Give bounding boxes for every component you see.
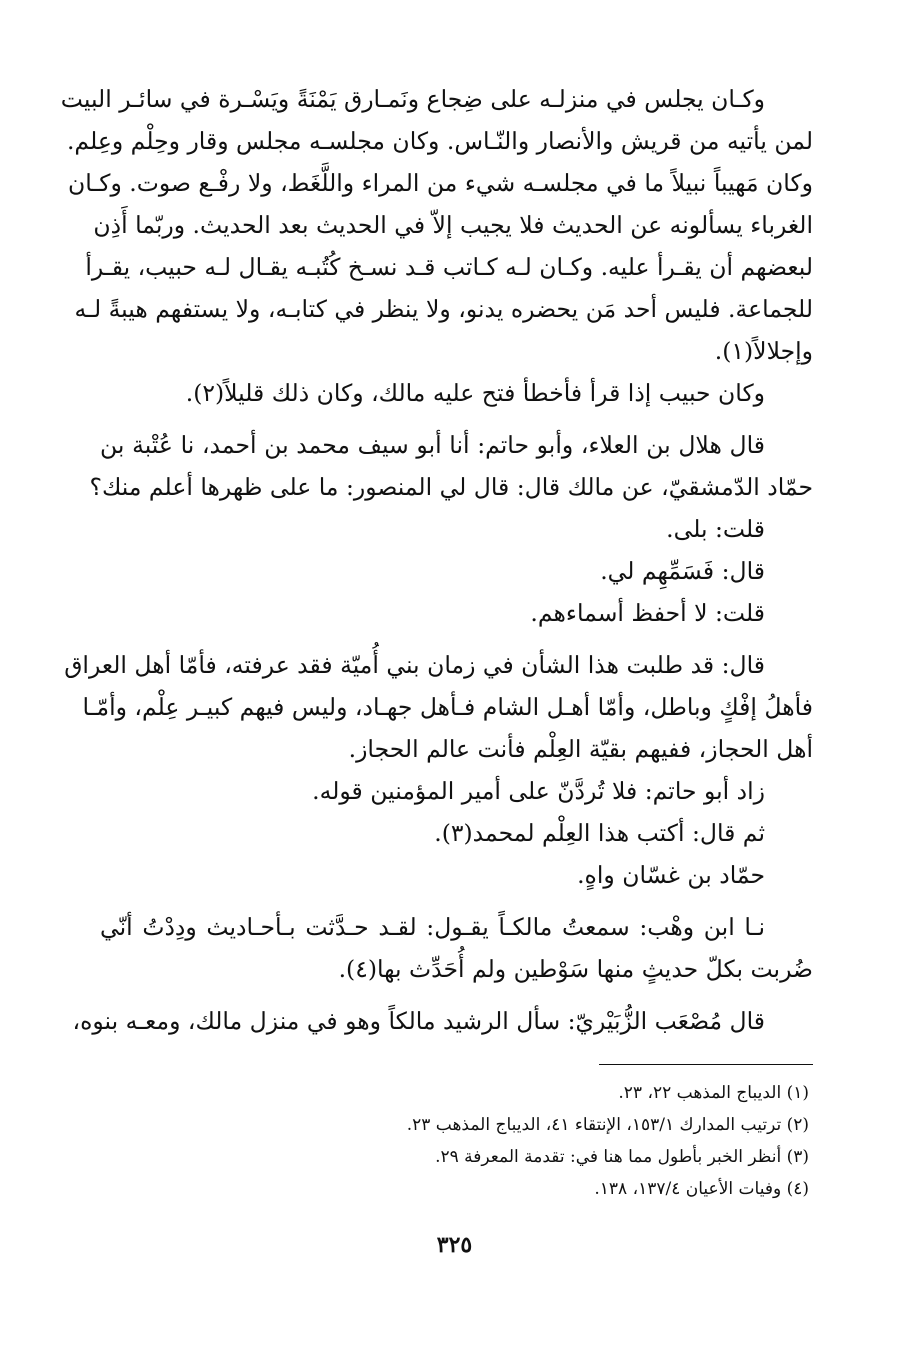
text-line: أهل الحجاز، ففيهم بقيّة العِلْم فأنت عالم الحجاز. (348, 735, 813, 763)
paragraph (100, 592, 813, 634)
text-line: حمّاد الدّمشقيّ، عن مالك قال: قال لي المنصور: ما على ظهرها أعلم منك؟ (89, 473, 813, 501)
paragraph (100, 770, 813, 812)
text-line: قال: فَسَمِّهِم لي. (600, 557, 765, 585)
text-line: الغرباء يسألونه عن الحديث فلا يجيب إلاّ في الحديث بعد الحديث. وربّما أَذِن (93, 211, 813, 239)
paragraph (100, 508, 813, 550)
paragraph (100, 906, 813, 990)
footnote: (٢) ترتيب المدارك ١٥٣/١، الإنتقاء ٤١، الديباج المذهب ٢٣. (406, 1115, 809, 1135)
text-line: قال: قد طلبت هذا الشأن في زمان بني أُميّة فقد عرفته، فأمّا أهل العراق (64, 651, 765, 679)
paragraph (100, 812, 813, 854)
footnote: (٣) أنظر الخبر بأطول مما هنا في: تقدمة المعرفة ٢٩. (435, 1147, 809, 1167)
text-line: قلت: بلى. (666, 515, 765, 543)
paragraph (100, 372, 813, 414)
text-line: للجماعة. فليس أحد مَن يحضره يدنو، ولا ينظر في كتابـه، ولا يستفهم هيبةً لـه (74, 295, 813, 323)
footnote: (١) الديباج المذهب ٢٢، ٢٣. (618, 1083, 809, 1103)
text-line: ضُربت بكلّ حديثٍ منها سَوْطين ولم أُحَدِّث بها(٤). (338, 955, 813, 983)
body-text (60, 78, 813, 1042)
text-line: وإجلالاً(١). (714, 337, 813, 365)
text-line: قلت: لا أحفظ أسماءهم. (530, 599, 765, 627)
text-line: وكان مَهيباً نبيلاً ما في مجلسـه شيء من المراء واللَّغَط، ولا رفْـع صوت. وكـان (67, 169, 813, 197)
paragraph (72, 1000, 813, 1042)
paragraph (60, 78, 813, 372)
text-line: وكـان يجلس في منزلـه على ضِجاع ونَمـارق يَمْنَةً ويَسْـرة في سائـر البيت (60, 85, 765, 113)
footnote-divider (599, 1064, 813, 1065)
text-line: لمن يأتيه من قريش والأنصار والنّـاس. وكان مجلسـه مجلس وقار وحِلْم وعِلم. (66, 127, 813, 155)
paragraph (100, 854, 813, 896)
text-line: فأهلُ إفْكٍ وباطل، وأمّا أهـل الشام فـأهل جهـاد، وليس فيهم كبيـر عِلْم، وأمّـا (82, 693, 813, 721)
text-line: قال هلال بن العلاء، وأبو حاتم: أنا أبو سيف محمد بن أحمد، نا عُتْبة بن (100, 431, 765, 459)
paragraph (64, 644, 813, 770)
text-line: ثم قال: أكتب هذا العِلْم لمحمد(٣). (434, 819, 765, 847)
text-line: حمّاد بن غسّان واهٍ. (577, 861, 765, 889)
text-line: زاد أبو حاتم: فلا تُردَّنّ على أمير المؤمنين قوله. (312, 777, 765, 805)
text-line: لبعضهم أن يقـرأ عليه. وكـان لـه كـاتب قـد نسـخ كُتُبـه يقـال لـه حبيب، يقـرأ (85, 253, 813, 281)
paragraph (100, 550, 813, 592)
page-number: ٣٢٥ (436, 1232, 473, 1258)
footnote: (٤) وفيات الأعيان ١٣٧/٤، ١٣٨. (594, 1179, 809, 1199)
footnotes (100, 1077, 813, 1205)
paragraph (89, 424, 813, 508)
text-line: وكان حبيب إذا قرأ فأخطأ فتح عليه مالك، وكان ذلك قليلاً(٢). (185, 379, 765, 407)
text-line: نـا ابن وهْب: سمعتُ مالكـاً يقـول: لقـد حـدَّثت بـأحـاديث ودِدْتُ أنّي (100, 913, 765, 941)
text-line: قال مُصْعَب الزُّبَيْريّ: سأل الرشيد مالكاً وهو في منزل مالك، ومعـه بنوه، (72, 1007, 765, 1035)
